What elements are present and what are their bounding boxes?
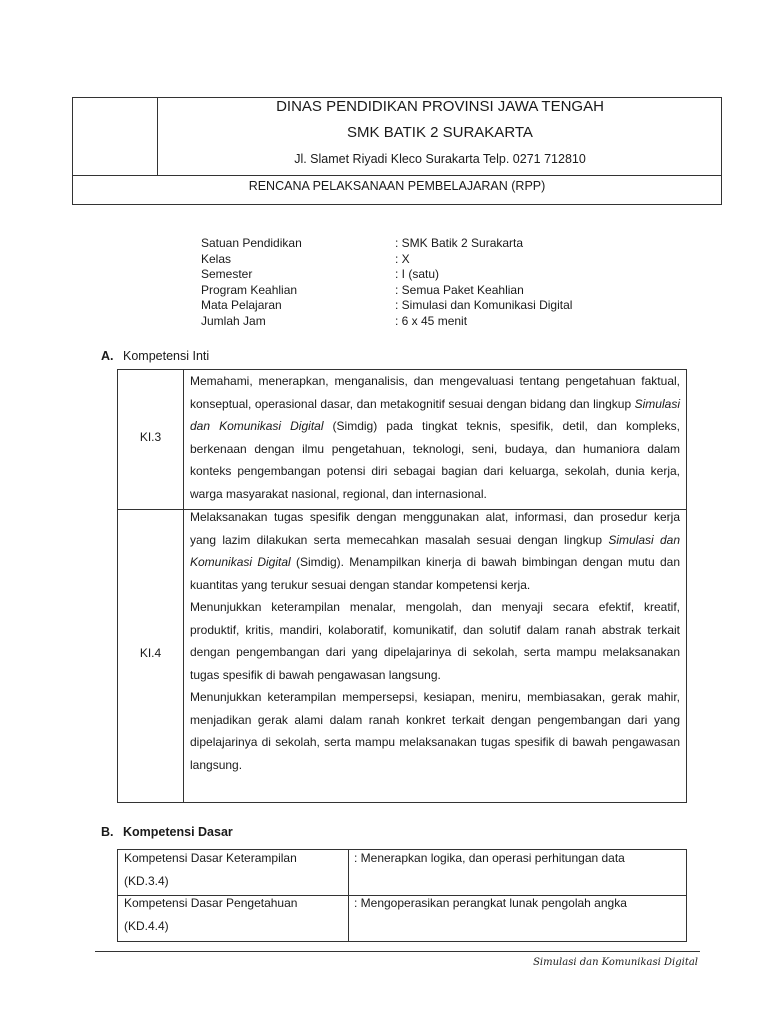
- school-address: Jl. Slamet Riyadi Kleco Surakarta Telp. 0271 712810: [294, 152, 586, 166]
- letterhead-box: [72, 97, 722, 205]
- identity-value: : X: [395, 251, 410, 266]
- footer-rule: [95, 951, 700, 952]
- identity-value: : 6 x 45 menit: [395, 313, 468, 328]
- ki3-label: KI.3: [139, 430, 162, 444]
- document-title: RENCANA PELAKSANAAN PEMBELAJARAN (RPP): [248, 179, 546, 193]
- ki3-description: Memahami, menerapkan, menganalisis, dan mengevaluasi tentang pengetahuan faktual, konseptual, operasional dasar, dan metakognitif sesuai dengan bidang dan lingkup Simulasi dan Komunikasi Digital (Simdig) pada tingkat teknis, spesifik, detil, dan kompleks, berkenaan dengan ilmu pengetahuan, teknologi, seni, budaya, dan humaniora dalam konteks pengembangan potensi diri sebagai bagian dari keluarga, sekolah, dunia kerja, warga masyarakat nasional, regional, dan internasional.: [190, 374, 681, 501]
- kd-row-label: Kompetensi Dasar Keterampilan (KD.3.4): [124, 851, 297, 888]
- section-b-letter: B.: [101, 825, 114, 839]
- agency-name: DINAS PENDIDIKAN PROVINSI JAWA TENGAH: [276, 98, 604, 115]
- identity-label: Kelas: [201, 251, 232, 266]
- kd-row-label: Kompetensi Dasar Pengetahuan (KD.4.4): [124, 896, 298, 933]
- section-b-title: Kompetensi Dasar: [123, 825, 233, 839]
- kompetensi-dasar-table: [117, 849, 687, 942]
- kd-row-value: : Mengoperasikan perangkat lunak pengolah angka: [354, 896, 627, 910]
- identity-value: : Simulasi dan Komunikasi Digital: [395, 298, 573, 312]
- school-name: SMK BATIK 2 SURAKARTA: [347, 124, 533, 141]
- identity-value: : SMK Batik 2 Surakarta: [395, 236, 524, 250]
- ki4-description: Melaksanakan tugas spesifik dengan menggunakan alat, informasi, dan prosedur kerja yang lazim dilakukan serta memecahkan masalah sesuai dengan lingkup Simulasi dan Komunikasi Digital (Simdig). Menampilkan kinerja di bawah bimbingan dengan mutu dan kuantitas yang terukur sesuai dengan standar kompetensi kerja. Menunjukkan keterampilan menalar, mengolah, dan menyaji secara efektif, kreatif, produktif, kritis, mandiri, kolaboratif, komunikatif, dan solutif dalam ranah abstrak terkait dengan pengembangan dari yang dipelajarinya di sekolah, serta mampu melaksanakan tugas spesifik di bawah pengawasan langsung. Menunjukkan keterampilan mempersepsi, kesiapan, meniru, membiasakan, gerak mahir, menjadikan gerak alami dalam ranah konkret terkait dengan pengembangan dari yang dipelajarinya di sekolah, serta mampu melaksanakan tugas spesifik di bawah pengawasan langsung.: [190, 510, 681, 772]
- section-a-title: Kompetensi Inti: [123, 349, 210, 363]
- section-a-letter: A.: [101, 349, 114, 363]
- table-divider-vertical: [183, 370, 184, 802]
- ki4-label: KI.4: [139, 646, 162, 660]
- footer-subject: Simulasi dan Komunikasi Digital: [533, 957, 698, 968]
- kd-row-value: : Menerapkan logika, dan operasi perhitungan data: [354, 851, 625, 865]
- identity-label: Mata Pelajaran: [201, 298, 282, 312]
- identity-value: : Semua Paket Keahlian: [395, 282, 524, 297]
- identity-label: Semester: [201, 267, 253, 281]
- identity-value: : I (satu): [395, 267, 440, 281]
- identity-label: Satuan Pendidikan: [201, 236, 302, 250]
- identity-label: Program Keahlian: [201, 282, 298, 297]
- kompetensi-inti-table: [117, 369, 687, 803]
- identity-label: Jumlah Jam: [201, 313, 266, 328]
- letterhead-divider-horizontal: [73, 175, 721, 176]
